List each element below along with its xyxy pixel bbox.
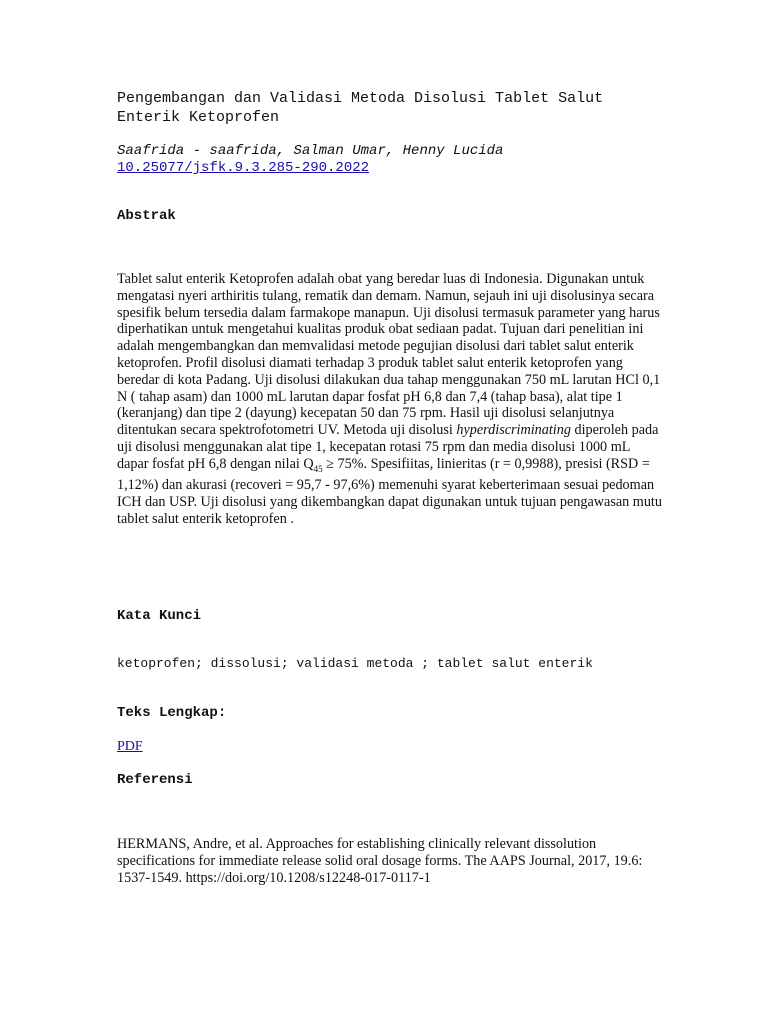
pdf-link[interactable]: PDF xyxy=(117,739,143,754)
abstract-heading: Abstrak xyxy=(117,208,176,224)
abstract-text-part2: diperoleh pada uji disolusi menggunakan alat tipe 1, kecepatan rotasi 75 rpm dan media disolusi 1000 mL dapar fosfat pH 6,8 dengan nilai Q xyxy=(117,422,659,472)
abstract-text-part3: ≥ 75%. Spesifiitas, linieritas (r = 0,9988), presisi (RSD = 1,12%) dan akurasi (recoveri = 95,7 - 97,6%) memenuhi syarat keberterimaan sesuai pedoman ICH dan USP. Uji disolusi yang dikembangkan dapat digunakan untuk tujuan pengawasan mutu tablet salut enterik ketoprofen . xyxy=(117,455,662,527)
fulltext-heading: Teks Lengkap: xyxy=(117,705,227,721)
references-heading: Referensi xyxy=(117,772,193,788)
reference-item: HERMANS, Andre, et al. Approaches for establishing clinically relevant dissolution specifications for immediate release solid oral dosage forms. The AAPS Journal, 2017, 19.6: 1537-1549. https://doi.org/10.1208/s12248-017-0117-1 xyxy=(117,836,643,886)
article-authors: Saafrida - saafrida, Salman Umar, Henny Lucida xyxy=(117,143,504,159)
article-title: Pengembangan dan Validasi Metoda Disolusi Tablet Salut Enterik Ketoprofen xyxy=(117,90,604,126)
abstract-body xyxy=(117,271,662,528)
keywords-heading: Kata Kunci xyxy=(117,608,202,624)
abstract-text-part1: Tablet salut enterik Ketoprofen adalah obat yang beredar luas di Indonesia. Digunakan untuk mengatasi nyeri arthiritis tulang, rematik dan demam. Namun, sejauh ini uji disolusinya secara spesifik belum tersedia dalam farmakope manapun. Uji disolusi termasuk parameter yang harus diperhatikan untuk mengetahui kualitas produk obat sediaan padat. Tujuan dari penelitian ini adalah mengembangkan dan memvalidasi metode pegujian disolusi dari tablet salut enterik ketoprofen. Profil disolusi diamati terhadap 3 produk tablet salut enterik ketoprofen yang beredar di kota Padang. Uji disolusi dilakukan dua tahap menggunakan 750 mL larutan HCl 0,1 N ( tahap asam) dan 1000 mL larutan dapar fosfat pH 6,8 dan 7,4 (tahap basa), alat tipe 1 (keranjang) dan tipe 2 (dayung) kecepatan 50 dan 75 rpm. Hasil uji disolusi selanjutnya ditentukan secara spektrofotometri UV. Metoda uji disolusi xyxy=(117,271,661,439)
abstract-italic-term: hyperdiscriminating xyxy=(456,422,571,439)
keywords-text: ketoprofen; dissolusi; validasi metoda ; tablet salut enterik xyxy=(117,656,593,671)
doi-link[interactable]: 10.25077/jsfk.9.3.285-290.2022 xyxy=(117,160,370,176)
abstract-subscript: 45 xyxy=(313,463,323,474)
